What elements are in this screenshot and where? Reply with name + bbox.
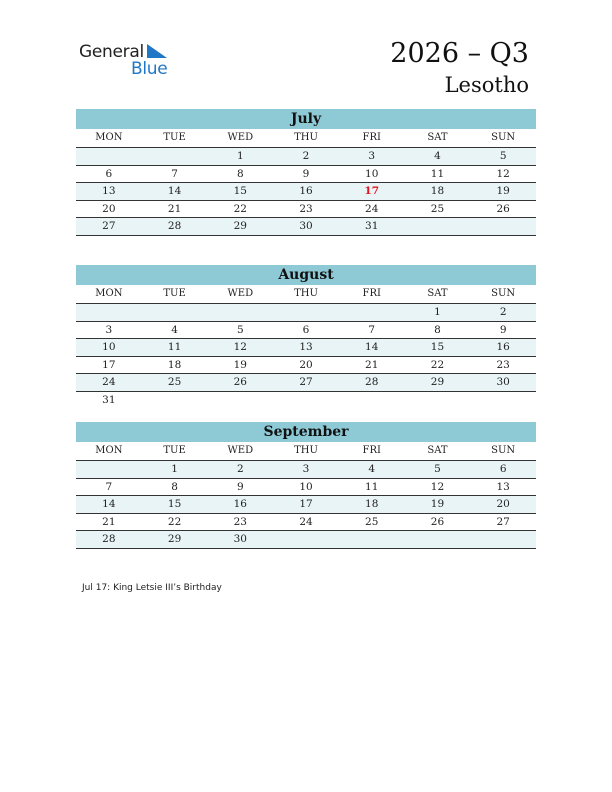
- week-row: [76, 479, 536, 497]
- day-cell: 8: [434, 323, 441, 336]
- day-cell: 12: [496, 167, 510, 180]
- day-cell: 24: [365, 202, 379, 215]
- day-cell: 2: [499, 306, 507, 318]
- day-cell: 14: [102, 498, 116, 510]
- weekday-label: THU: [294, 445, 318, 456]
- weekday-label: MON: [95, 132, 123, 143]
- week-row: [76, 374, 536, 392]
- day-cell: 22: [233, 202, 247, 215]
- empty-day-cell: [339, 531, 405, 548]
- day-cell: 19: [496, 185, 510, 197]
- day-cell: 2: [236, 463, 244, 475]
- empty-day-cell: [405, 218, 471, 235]
- week-row: [76, 496, 536, 514]
- day-cell: 9: [302, 167, 310, 180]
- weekday-label: WED: [227, 288, 254, 299]
- day-cell: 4: [434, 150, 441, 162]
- logo-text-general: General: [79, 42, 144, 62]
- day-cell: 31: [365, 220, 379, 232]
- weekday-label: WED: [227, 132, 254, 143]
- day-cell: 10: [299, 480, 313, 493]
- day-cell: 11: [167, 341, 182, 353]
- day-cell: 16: [299, 185, 313, 197]
- day-cell: 3: [368, 150, 376, 162]
- day-cell: 30: [233, 533, 247, 545]
- day-cell: 31: [102, 393, 116, 406]
- day-cell: 7: [368, 323, 376, 336]
- day-cell: 15: [430, 341, 445, 353]
- weekday-label: SAT: [427, 288, 448, 299]
- day-cell: 28: [167, 220, 182, 232]
- day-cell: 21: [365, 358, 379, 371]
- day-cell: 27: [102, 220, 116, 232]
- page-title: 2026 – Q3: [390, 38, 529, 69]
- day-cell: 29: [430, 376, 445, 388]
- month-title: September: [76, 422, 536, 442]
- day-cell: 9: [236, 480, 244, 493]
- week-row: [76, 201, 536, 219]
- month-calendar-august: [76, 265, 536, 408]
- week-row: [76, 304, 536, 322]
- day-cell: 25: [430, 202, 445, 215]
- day-cell: 7: [105, 480, 113, 493]
- week-row: [76, 357, 536, 375]
- day-cell: 30: [496, 376, 510, 388]
- day-cell: 14: [167, 185, 182, 197]
- holiday-day-cell: 17: [364, 185, 380, 197]
- day-cell: 25: [365, 515, 379, 528]
- empty-day-cell: [339, 304, 405, 321]
- day-cell: 18: [365, 498, 379, 510]
- empty-day-cell: [470, 531, 536, 548]
- day-cell: 13: [102, 185, 116, 197]
- empty-day-cell: [142, 304, 208, 321]
- weekday-label: TUE: [163, 132, 186, 143]
- day-cell: 1: [434, 306, 441, 318]
- empty-day-cell: [470, 218, 536, 235]
- day-cell: 26: [233, 376, 247, 388]
- day-cell: 6: [302, 323, 310, 336]
- day-cell: 23: [233, 515, 247, 528]
- day-cell: 9: [499, 323, 507, 336]
- empty-day-cell: [405, 531, 471, 548]
- weekday-label: FRI: [362, 132, 381, 143]
- day-cell: 4: [368, 463, 376, 475]
- empty-day-cell: [76, 461, 142, 478]
- country-name: Lesotho: [444, 73, 529, 97]
- day-cell: 1: [236, 150, 244, 162]
- day-cell: 21: [102, 515, 116, 528]
- holiday-note: Jul 17: King Letsie III’s Birthday: [82, 583, 222, 593]
- empty-day-cell: [273, 531, 339, 548]
- day-cell: 20: [299, 358, 313, 371]
- day-cell: 3: [302, 463, 310, 475]
- weekday-label: MON: [95, 445, 123, 456]
- empty-day-cell: [207, 392, 273, 409]
- day-cell: 22: [430, 358, 445, 371]
- empty-day-cell: [339, 392, 405, 409]
- week-row: [76, 392, 536, 409]
- day-cell: 28: [102, 533, 116, 545]
- day-cell: 2: [302, 150, 310, 162]
- day-cell: 21: [167, 202, 182, 215]
- day-cell: 7: [171, 167, 178, 180]
- day-cell: 13: [496, 480, 510, 493]
- generalblue-logo: [79, 42, 179, 78]
- day-cell: 24: [299, 515, 313, 528]
- day-cell: 24: [102, 376, 116, 388]
- week-row: [76, 339, 536, 357]
- day-cell: 13: [299, 341, 313, 353]
- empty-day-cell: [76, 304, 142, 321]
- day-cell: 19: [233, 358, 247, 371]
- day-cell: 28: [365, 376, 379, 388]
- empty-day-cell: [470, 392, 536, 409]
- weekday-header-row: [76, 285, 536, 304]
- day-cell: 12: [430, 480, 445, 493]
- day-cell: 5: [434, 463, 441, 475]
- day-cell: 5: [236, 323, 244, 336]
- week-row: [76, 461, 536, 479]
- day-cell: 18: [430, 185, 445, 197]
- month-calendar-july: [76, 109, 536, 236]
- day-cell: 10: [102, 341, 116, 353]
- week-row: [76, 148, 536, 166]
- month-calendar-september: [76, 422, 536, 549]
- day-cell: 11: [430, 167, 445, 180]
- logo-text-blue: Blue: [131, 59, 168, 79]
- weekday-label: THU: [294, 288, 318, 299]
- day-cell: 11: [365, 480, 379, 493]
- day-cell: 15: [233, 185, 247, 197]
- empty-day-cell: [142, 148, 208, 165]
- day-cell: 3: [105, 323, 113, 336]
- day-cell: 8: [236, 167, 244, 180]
- weekday-label: SUN: [491, 132, 516, 143]
- day-cell: 8: [171, 480, 178, 493]
- weekday-label: SUN: [491, 445, 516, 456]
- empty-day-cell: [76, 148, 142, 165]
- day-cell: 15: [167, 498, 182, 510]
- day-cell: 6: [499, 463, 507, 475]
- weekday-label: FRI: [362, 445, 381, 456]
- week-row: [76, 531, 536, 549]
- weekday-header-row: [76, 442, 536, 461]
- day-cell: 27: [299, 376, 313, 388]
- day-cell: 16: [233, 498, 247, 510]
- weekday-label: WED: [227, 445, 254, 456]
- week-row: [76, 514, 536, 532]
- day-cell: 20: [496, 498, 510, 510]
- weekday-label: SAT: [427, 132, 448, 143]
- week-row: [76, 166, 536, 184]
- day-cell: 12: [233, 341, 247, 353]
- day-cell: 18: [167, 358, 182, 371]
- empty-day-cell: [405, 392, 471, 409]
- weekday-header-row: [76, 129, 536, 148]
- day-cell: 23: [299, 202, 313, 215]
- day-cell: 20: [102, 202, 116, 215]
- month-title: August: [76, 265, 536, 285]
- day-cell: 30: [299, 220, 313, 232]
- day-cell: 25: [167, 376, 182, 388]
- day-cell: 27: [496, 515, 510, 528]
- day-cell: 6: [105, 167, 113, 180]
- weekday-label: FRI: [362, 288, 381, 299]
- day-cell: 4: [171, 323, 178, 336]
- weekday-label: THU: [294, 132, 318, 143]
- day-cell: 17: [102, 358, 116, 371]
- day-cell: 23: [496, 358, 510, 371]
- empty-day-cell: [273, 304, 339, 321]
- month-title: July: [76, 109, 536, 129]
- weekday-label: SUN: [491, 288, 516, 299]
- day-cell: 22: [167, 515, 182, 528]
- day-cell: 5: [499, 150, 507, 162]
- day-cell: 1: [171, 463, 178, 475]
- week-row: [76, 183, 536, 201]
- day-cell: 26: [496, 202, 510, 215]
- weekday-label: TUE: [163, 445, 186, 456]
- weekday-label: SAT: [427, 445, 448, 456]
- weekday-label: MON: [95, 288, 123, 299]
- week-row: [76, 218, 536, 236]
- day-cell: 19: [430, 498, 445, 510]
- day-cell: 16: [496, 341, 510, 353]
- day-cell: 10: [365, 167, 379, 180]
- day-cell: 26: [430, 515, 445, 528]
- empty-day-cell: [207, 304, 273, 321]
- weekday-label: TUE: [163, 288, 186, 299]
- empty-day-cell: [142, 392, 208, 409]
- day-cell: 14: [365, 341, 379, 353]
- day-cell: 29: [167, 533, 182, 545]
- week-row: [76, 322, 536, 340]
- empty-day-cell: [273, 392, 339, 409]
- day-cell: 29: [233, 220, 247, 232]
- day-cell: 17: [299, 498, 313, 510]
